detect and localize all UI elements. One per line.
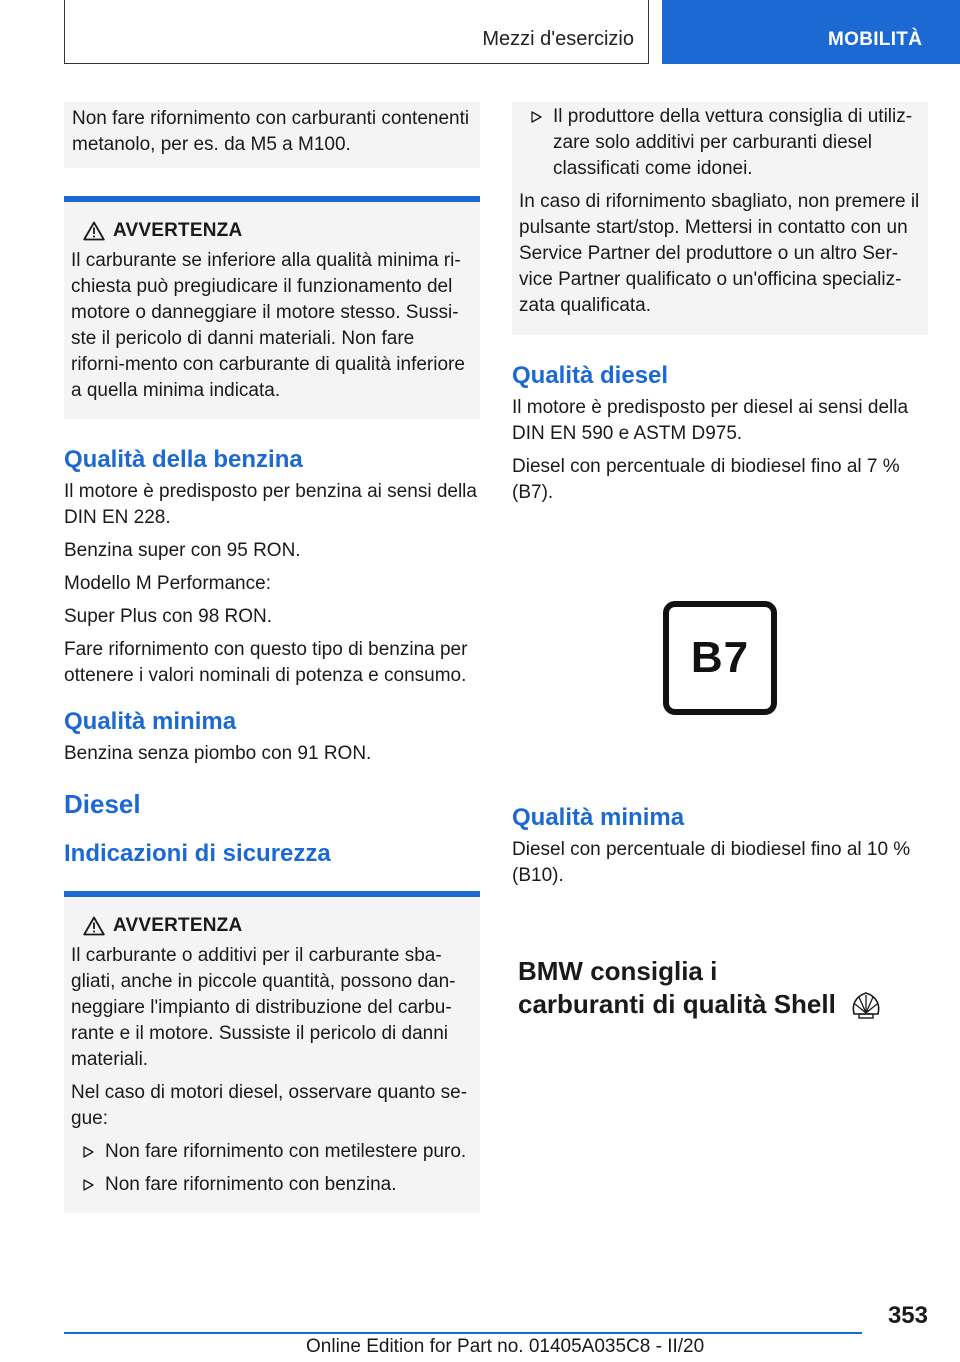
warning-triangle-icon: [71, 915, 113, 937]
warning-header: [71, 220, 473, 242]
super-plus-text: Super Plus con 98 RON.: [64, 606, 273, 627]
header-chapter-tab[interactable]: [662, 0, 960, 64]
wrong-fuel-instructions: In caso di rifornimento sbagliato, non premere il pulsante start/stop. Mettersi in contatto con un Service Partner del produttore o un altro Ser-vice Partner qualificato o un'officina specializ-zata qualificata.: [519, 191, 920, 316]
shell-line-2: [518, 988, 928, 1021]
right-column: [512, 102, 928, 1021]
heading-safety-notes: Indicazioni di sicurezza: [64, 840, 331, 867]
petrol-nominal-text: Fare rifornimento con questo tipo di benzina per ottenere i valori nominali di potenza e consumo.: [64, 639, 468, 686]
shell-line-1: BMW consiglia i: [518, 956, 718, 986]
warning-triangle-icon: [71, 220, 113, 242]
list-item-text: Il produttore della vettura consiglia di utiliz-zare solo additivi per carburanti diesel classificati come idonei.: [553, 106, 913, 179]
footer-divider: [64, 1332, 862, 1334]
m-performance-text: Modello M Performance:: [64, 573, 271, 594]
min-diesel-text: Diesel con percentuale di biodiesel fino al 10 % (B10).: [512, 839, 911, 886]
triangle-bullet-icon: [71, 1172, 105, 1198]
heading-min-petrol-quality: Qualità minima: [64, 708, 237, 735]
shell-logo-icon: [850, 990, 882, 1020]
footer-edition: Online Edition for Part no. 01405A035C8 - II/20: [306, 1336, 705, 1357]
heading-diesel: Diesel: [64, 789, 141, 819]
warning-title: AVVERTENZA: [113, 220, 243, 241]
warning-title: AVVERTENZA: [113, 915, 243, 936]
list-item: [71, 1172, 473, 1198]
left-column: [64, 102, 480, 1213]
list-item: [71, 1139, 473, 1165]
warning-continuation-box: [512, 102, 928, 335]
warning-text: Il carburante se inferiore alla qualità minima ri-chiesta può pregiudicare il funzionamento del motore o danneggiare il motore stesso. Sussi-ste il pericolo di danni materiali. Non fare riforni-mento con carburante di qualità inferiore a quella minima indicata.: [71, 250, 465, 401]
b7-sign-text: B7: [690, 633, 750, 682]
diesel-observe-text: Nel caso di motori diesel, osservare quanto se-gue:: [71, 1082, 468, 1129]
header-chapter-label: MOBILITÀ: [828, 29, 923, 50]
warning-header: [71, 915, 473, 937]
diesel-biodiesel-text: Diesel con percentuale di biodiesel fino al 7 % (B7).: [512, 456, 900, 503]
b7-fuel-sign: [663, 601, 777, 715]
heading-min-diesel-quality: Qualità minima: [512, 804, 685, 831]
triangle-bullet-icon: [519, 104, 553, 182]
header-section-box: [64, 0, 649, 64]
triangle-bullet-icon: [71, 1139, 105, 1165]
shell-line-2-text: carburanti di qualità Shell: [518, 989, 836, 1019]
header-section-title: Mezzi d'esercizio: [482, 28, 634, 50]
page-number: 353: [887, 1302, 928, 1329]
diesel-standard-text: Il motore è predisposto per diesel ai sensi della DIN EN 590 e ASTM D975.: [512, 397, 909, 444]
petrol-standard-text: Il motore è predisposto per benzina ai sensi della DIN EN 228.: [64, 481, 477, 528]
list-item-text: Non fare rifornimento con metilestere puro.: [105, 1141, 467, 1162]
warning-text: Il carburante o additivi per il carburante sba-gliati, anche in piccole quantità, possono dan-neggiare l'impianto di distribuzione del carbu-rante e il motore. Sussiste il pericolo di danni materiali.: [71, 945, 456, 1070]
b7-label-figure: [512, 513, 928, 803]
list-item: [519, 104, 921, 182]
methanol-note-text: Non fare rifornimento con carburanti contenenti metanolo, per es. da M5 a M100.: [72, 108, 470, 155]
methanol-note: [64, 102, 480, 168]
min-petrol-text: Benzina senza piombo con 91 RON.: [64, 743, 372, 764]
heading-diesel-quality: Qualità diesel: [512, 362, 669, 389]
petrol-super-text: Benzina super con 95 RON.: [64, 540, 301, 561]
shell-recommendation: [512, 955, 928, 1021]
heading-petrol-quality: Qualità della benzina: [64, 446, 303, 473]
warning-box-min-quality: [64, 196, 480, 419]
warning-box-wrong-fuel: [64, 891, 480, 1213]
list-item-text: Non fare rifornimento con benzina.: [105, 1174, 397, 1195]
